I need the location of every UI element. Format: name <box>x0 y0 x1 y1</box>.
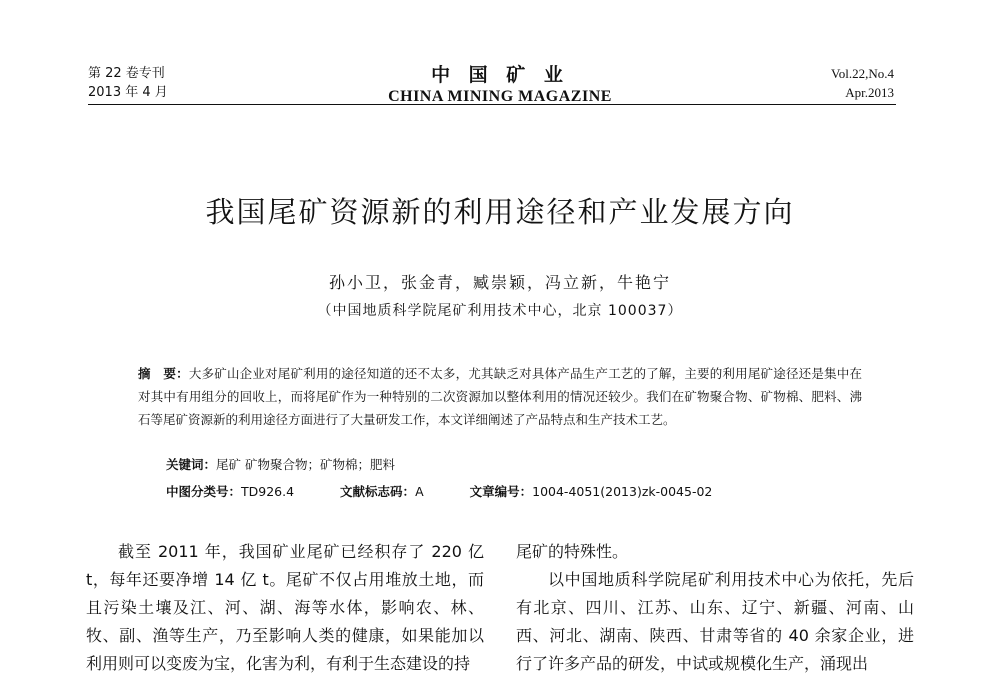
article-number <box>470 484 713 499</box>
keywords <box>166 455 395 473</box>
article-authors: 孙小卫，张金青，臧崇颖，冯立新，牛艳宁 <box>328 273 671 292</box>
article-title: 我国尾矿资源新的利用途径和产业发展方向 <box>205 195 795 229</box>
art-value: 1004-4051(2013)zk-0045-02 <box>532 484 713 499</box>
header-rule <box>88 104 896 105</box>
abstract-text: 大多矿山企业对尾矿利用的途径知道的还不太多，尤其缺乏对具体产品生产工艺的了解，主要的利用尾矿途径还是集中在对其中有用组分的回收上，而将尾矿作为一种特别的二次资源加以整体利用的情况还较少。我们在矿物聚合物、矿物棉、肥料、沸石等尾矿资源新的利用途径方面进行了大量研发工作，本文详细阐述了产品特点和生产技术工艺。 <box>138 366 862 427</box>
volume-cn: 第 22 卷专刊 <box>88 66 165 81</box>
clc-value: TD926.4 <box>241 484 295 499</box>
body-paragraph-end: 尾矿的特殊性。 <box>516 542 629 561</box>
keywords-text: 尾矿 矿物聚合物；矿物棉；肥料 <box>216 457 395 472</box>
body-column-right <box>516 538 914 678</box>
doc-value: A <box>415 484 424 499</box>
document-code <box>340 484 424 499</box>
clc-number <box>166 484 294 499</box>
classification-line <box>166 482 712 500</box>
journal-volume-en <box>831 64 894 102</box>
journal-name-cn: 中 国 矿 业 <box>431 64 569 86</box>
body-column-left <box>86 538 484 678</box>
body-paragraph: 截至 2011 年，我国矿业尾矿已经积存了 220 亿 t，每年还要净增 14 亿 t。尾矿不仅占用堆放土地，而且污染土壤及江、河、湖、海等水体，影响农、林、牧、副、渔等生产，乃至影响人类的健康，如果能加以利用则可以变废为宝，化害为利，有利于生态建设的持 <box>86 542 484 673</box>
article-affiliation: （中国地质科学院尾矿利用技术中心，北京 100037） <box>317 303 683 319</box>
date-cn: 2013 年 4 月 <box>88 85 168 100</box>
keywords-label: 关键词： <box>166 457 217 472</box>
abstract-label: 摘 要： <box>138 366 189 381</box>
journal-name-en: CHINA MINING MAGAZINE <box>388 88 612 105</box>
art-label: 文章编号： <box>469 484 533 499</box>
abstract <box>138 362 862 431</box>
body-paragraph: 以中国地质科学院尾矿利用技术中心为依托，先后有北京、四川、江苏、山东、辽宁、新疆、河南、山西、河北、湖南、陕西、甘肃等省的 40 余家企业，进行了许多产品的研发，中试或规模化生产，涌现出 <box>516 570 914 673</box>
date-en: Apr.2013 <box>845 85 894 100</box>
clc-label: 中图分类号： <box>166 484 242 499</box>
volume-en: Vol.22,No.4 <box>831 66 894 81</box>
doc-label: 文献标志码： <box>340 484 416 499</box>
